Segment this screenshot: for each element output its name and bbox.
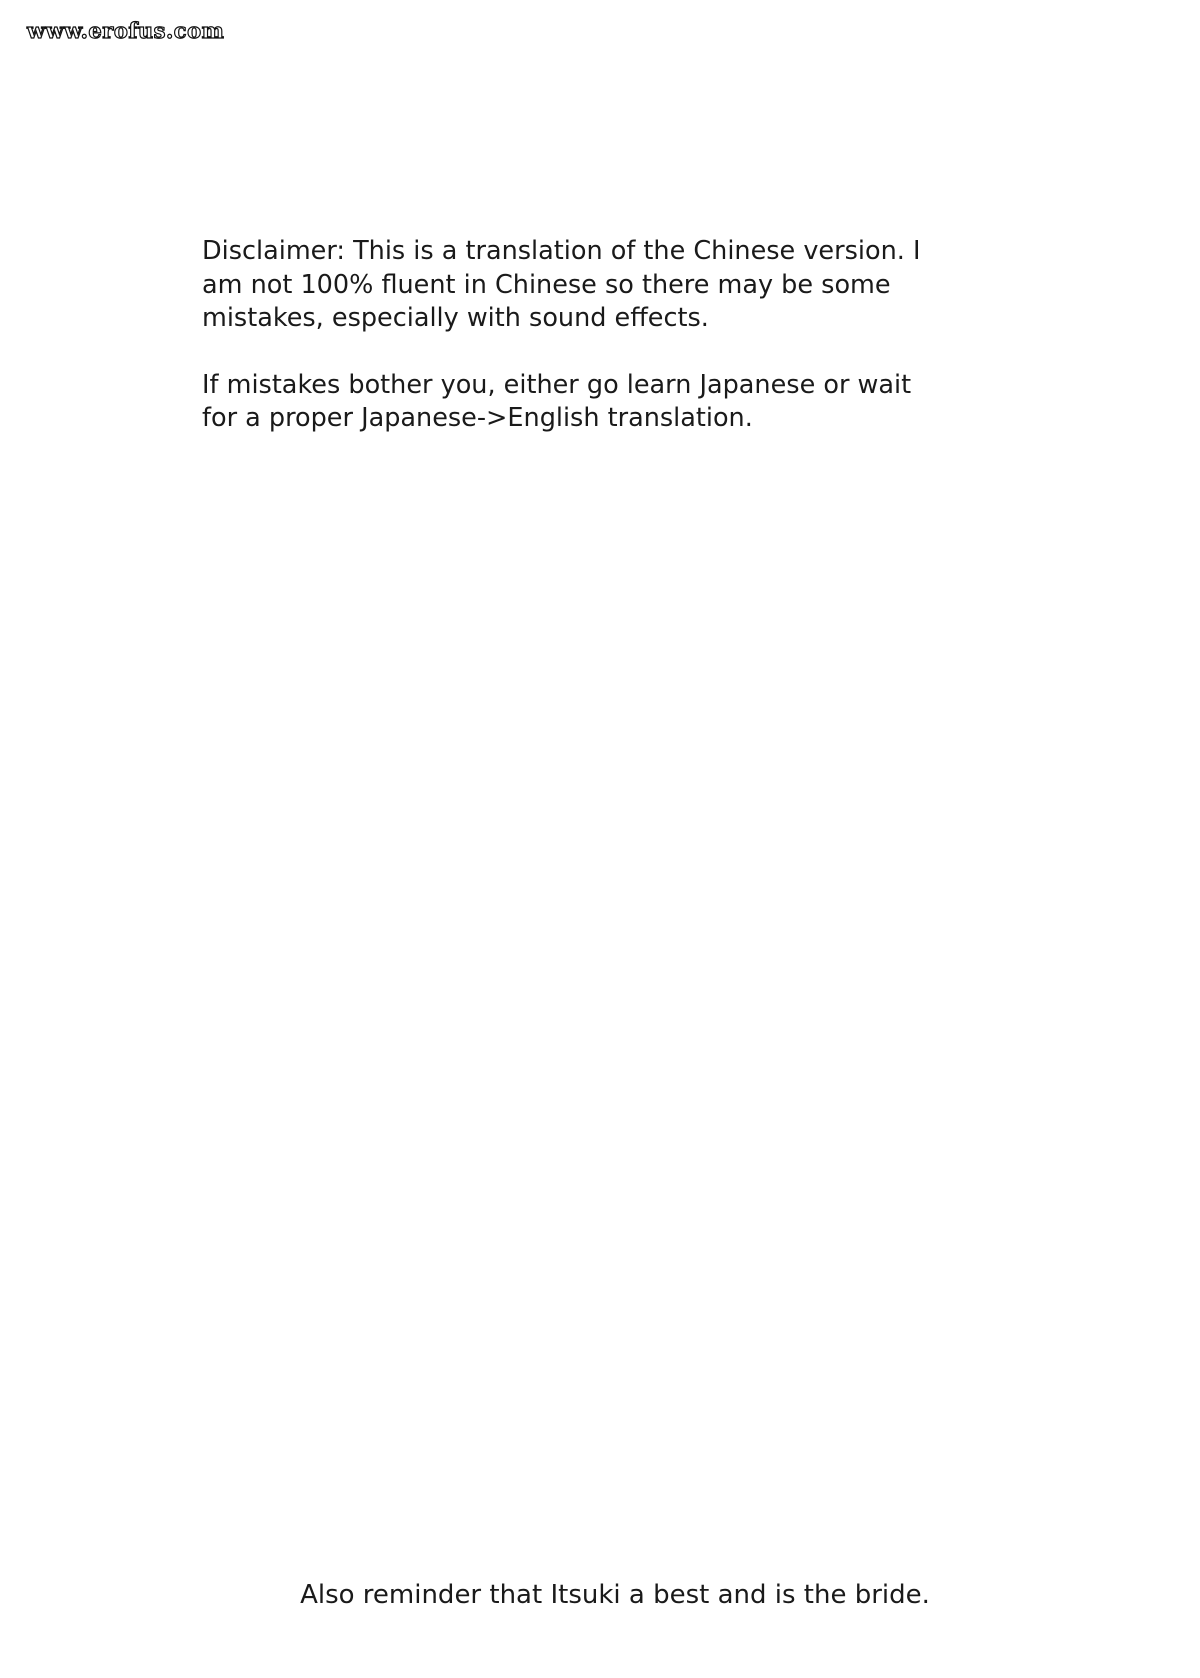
line: mistakes, especially with sound effects. xyxy=(202,303,709,333)
line: Disclaimer: This is a translation of the Chinese version. I xyxy=(202,236,921,266)
watermark: www.erofus.com xyxy=(27,18,225,43)
disclaimer-paragraph-2 xyxy=(202,369,1002,436)
reminder-text: Also reminder that Itsuki a best and is the bride. xyxy=(300,1580,930,1610)
line: If mistakes bother you, either go learn Japanese or wait xyxy=(202,369,912,400)
disclaimer-paragraph-1 xyxy=(202,235,1002,336)
line: for a proper Japanese->English translation. xyxy=(202,403,753,433)
line: am not 100% fluent in Chinese so there may be some xyxy=(202,269,891,300)
disclaimer-text xyxy=(202,235,1002,436)
